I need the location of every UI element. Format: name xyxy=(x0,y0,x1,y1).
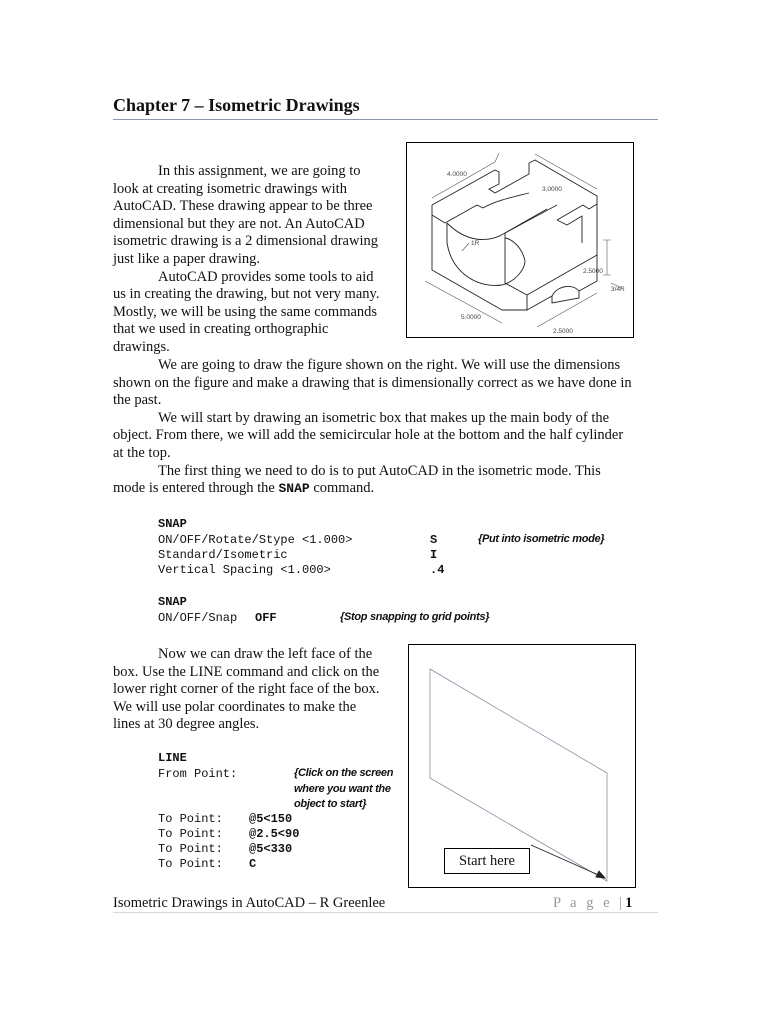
line-prompt: To Point: xyxy=(158,842,223,856)
left-face-figure xyxy=(408,644,636,888)
dim-label: 2.5000 xyxy=(553,328,573,335)
line-command: LINE xyxy=(158,751,187,765)
line-note xyxy=(294,766,393,813)
page-title: Chapter 7 – Isometric Drawings xyxy=(113,95,360,115)
intro-line: Mostly, we will be using the same commands xyxy=(113,303,378,320)
body-line: shown on the figure and make a drawing that is dimensionally correct as we have done in xyxy=(113,374,632,391)
line-prompt: To Point: xyxy=(158,812,223,826)
body-text: command. xyxy=(309,480,375,497)
line-note-text: {Click on the screen xyxy=(294,767,394,779)
intro-line: just like a paper drawing. xyxy=(113,250,260,267)
body-line: object. From there, we will add the semicircular hole at the bottom and the half cylinder xyxy=(113,427,624,444)
isometric-figure xyxy=(406,142,634,338)
start-here-callout xyxy=(444,848,530,874)
dim-label: 3/4R xyxy=(611,286,625,293)
snap-prompt: Standard/Isometric xyxy=(158,548,288,562)
line-text: lines at 30 degree angles. xyxy=(113,716,260,733)
snap-input: I xyxy=(430,548,438,562)
line-input: @5<150 xyxy=(249,812,293,826)
intro-line: In this assignment, we are going to xyxy=(158,163,361,179)
line-text: box. Use the LINE command and click on the xyxy=(113,663,380,680)
snap-command: SNAP xyxy=(158,517,187,531)
intro-line: that we used in creating orthographic xyxy=(113,321,329,338)
line-paragraph xyxy=(113,646,403,734)
snap-note: {Put into isometric mode} xyxy=(478,533,605,545)
line-prompt: To Point: xyxy=(158,857,223,871)
line-input: @5<330 xyxy=(249,842,293,856)
snap-note: {Stop snapping to grid points} xyxy=(340,611,490,623)
dim-label: 4.0000 xyxy=(447,171,467,178)
line-note-text: where you want the xyxy=(294,782,391,795)
snap-input: S xyxy=(430,533,438,547)
dim-label: 2.5000 xyxy=(583,268,603,275)
intro-line: dimensional but they are not. An AutoCAD xyxy=(113,215,365,232)
line-prompt: From Point: xyxy=(158,767,238,781)
footer-left: Isometric Drawings in AutoCAD – R Greenlee xyxy=(113,895,386,911)
snap-input: .4 xyxy=(430,563,445,577)
line-note-text: object to start} xyxy=(294,798,367,810)
arrow-head xyxy=(596,871,605,878)
snap-command: SNAP xyxy=(158,595,187,609)
line-input: C xyxy=(249,857,257,871)
snap-prompt: ON/OFF/Snap xyxy=(158,611,238,625)
intro-line: us in creating the drawing, but not very many. xyxy=(113,286,380,303)
line-text: lower right corner of the right face of the box. xyxy=(113,681,380,698)
intro-line: drawings. xyxy=(113,338,170,355)
body-line: The first thing we need to do is to put AutoCAD in the isometric mode. This xyxy=(158,462,601,479)
dim-label: 5.0000 xyxy=(461,314,481,321)
isometric-drawing xyxy=(407,143,633,337)
body-line: at the top. xyxy=(113,444,171,461)
line-text: Now we can draw the left face of the xyxy=(158,646,373,662)
dim-label: 1R xyxy=(471,240,480,247)
footer-rule xyxy=(113,912,658,913)
snap-keyword: SNAP xyxy=(278,481,310,497)
dim-label: 3.0000 xyxy=(542,186,562,193)
page-num: 1 xyxy=(625,895,633,911)
callout-arrow xyxy=(531,845,603,877)
body-text: mode is entered through the xyxy=(113,480,279,497)
start-here-text: Start here xyxy=(459,853,515,869)
snap-prompt: ON/OFF/Rotate/Stype <1.000> xyxy=(158,533,353,547)
line-prompt: To Point: xyxy=(158,827,223,841)
intro-line: AutoCAD. These drawing appear to be three xyxy=(113,198,373,215)
body-paragraph xyxy=(113,357,658,498)
body-line: We are going to draw the figure shown on the right. We will use the dimensions xyxy=(158,357,621,373)
body-line: We will start by drawing an isometric box that makes up the main body of the xyxy=(158,409,610,426)
snap-prompt: Vertical Spacing <1.000> xyxy=(158,563,331,577)
intro-line: look at creating isometric drawings with xyxy=(113,180,347,197)
intro-line: isometric drawing is a 2 dimensional drawing xyxy=(113,233,378,250)
title-divider xyxy=(113,119,658,120)
snap-input: OFF xyxy=(255,611,277,625)
line-text: We will use polar coordinates to make the xyxy=(113,698,357,715)
body-line: the past. xyxy=(113,392,162,409)
intro-paragraph xyxy=(113,163,403,357)
line-input: @2.5<90 xyxy=(249,827,300,841)
intro-line: AutoCAD provides some tools to aid xyxy=(158,268,374,285)
page-label: P a g e | xyxy=(553,895,626,911)
body-line-snap xyxy=(113,480,658,498)
page-number xyxy=(553,895,632,912)
